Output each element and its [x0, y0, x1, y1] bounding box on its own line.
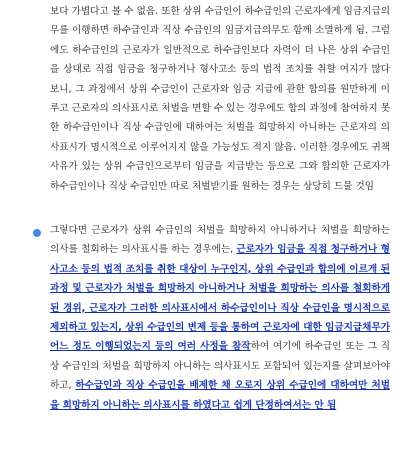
paragraph-continued: [50, 2, 390, 196]
paragraph-text-normal: 하여 여기에 하수급인 또는 그 직상 수급인의 처벌을 희망하지 아니하는 의사표시도 포함되어 있는지를 살펴보아야 하고,: [50, 341, 391, 392]
paragraph-text-normal: 그렇다면 근로자가 상위 수급인의 처벌을 희망하지 아니하거나 처벌을 희망하는 의사를 철회하는 의사표시를 하는 경우에는,: [50, 225, 390, 256]
highlighted-text: 하수급인과 직상 수급인을 배제한 채 오로지 상위 수급인에 대하여만 처벌을 희망하지 아니하는 의사표시를 하였다고 쉽게 단정하여서는 안 됨: [50, 380, 391, 411]
paragraph-text: 보다 가볍다고 볼 수 없음. 또한 상위 수급인이 하수급인의 근로자에게 임금지급의무를 이행하면 하수급인과 직상 수급인의 임금지급의무도 함께 소멸하게 됨. 그럼에도 하수급인의 근로자가 일반적으로 하수급인보다 자력이 더 나은 상위 수급인을 상대로 직접 임금을 청구하거나 형사고소 등의 법적 조치를 취할 여지가 많다 보니, 그 과정에서 상위 수급인이 근로자와 임금 지급에 관한 합의를 원만하게 이루고 근로자의 의사표시로 처벌을 면할 수 있는 경우에도 합의 과정에 참여하지 못한 하수급인이나 직상 수급인에 대하여는 처벌을 희망하지 아니하는 근로자의 의사표시가 명시적으로 이루어지지 않을 가능성도 적지 않음. 이러한 경우에도 귀책사유가 있는 상위 수급인으로부터 임금을 지급받는 등으로 그와 합의한 근로자가 하수급인이나 직상 수급인만 따로 처벌받기를 원하는 경우는 상당히 드물 것임: [50, 6, 390, 192]
blue-dot-bullet-icon: [33, 229, 41, 237]
bullet-paragraph: [50, 221, 390, 415]
highlighted-text: 근로자가 임금을 직접 청구하거나 형사고소 등의 법적 조치를 취한 대상이 누구인지, 상위 수급인과 합의에 이르게 된 과정 및 근로자가 처벌을 희망하지 아니하거나 처벌을 희망하는 의사를 철회하게 된 경위, 근로자가 그러한 의사표시에서 하수급인이나 직상 수급인을 명시적으로 제외하고 있는지, 상위 수급인의 변제 등을 통하여 근로자에 대한 임금지급채무가 어느 정도 이행되었는지 등의 여러 사정을 참작: [50, 244, 390, 353]
